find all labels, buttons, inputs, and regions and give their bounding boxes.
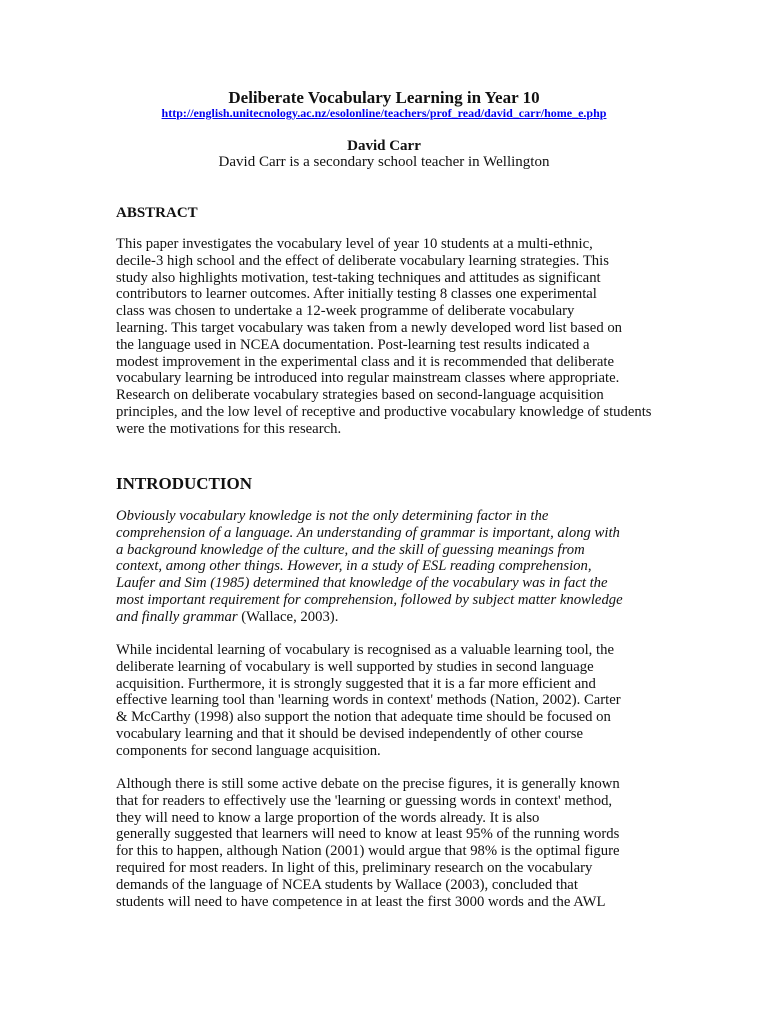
body-line: students will need to have competence in at least the first 3000 words and the AWL bbox=[116, 893, 606, 910]
quote-last-line bbox=[116, 609, 696, 626]
intro-paragraph-2 bbox=[116, 642, 696, 760]
paper-title: Deliberate Vocabulary Learning in Year 10 bbox=[228, 88, 540, 107]
abstract-line: vocabulary learning be introduced into regular mainstream classes where appropriate. bbox=[116, 370, 620, 387]
abstract-line: study also highlights motivation, test-taking techniques and attitudes as significant bbox=[116, 269, 601, 286]
quote-line: a background knowledge of the culture, and the skill of guessing meanings from bbox=[116, 541, 585, 558]
body-line: required for most readers. In light of this, preliminary research on the vocabulary bbox=[116, 859, 593, 876]
body-line: demands of the language of NCEA students by Wallace (2003), concluded that bbox=[116, 876, 578, 893]
body-line: Although there is still some active debate on the precise figures, it is generally known bbox=[116, 776, 620, 792]
body-line: components for second language acquisition. bbox=[116, 742, 381, 759]
author-name: David Carr bbox=[347, 138, 421, 154]
abstract-line: decile-3 high school and the effect of deliberate vocabulary learning strategies. This bbox=[116, 252, 609, 269]
body-line: generally suggested that learners will need to know at least 95% of the running words bbox=[116, 826, 620, 843]
abstract-line: learning. This target vocabulary was taken from a newly developed word list based on bbox=[116, 319, 623, 336]
body-line: While incidental learning of vocabulary is recognised as a valuable learning tool, the bbox=[116, 642, 614, 658]
quote-line: context, among other things. However, in a study of ESL reading comprehension, bbox=[116, 558, 592, 575]
abstract-line: modest improvement in the experimental class and it is recommended that deliberate bbox=[116, 353, 614, 370]
introduction-heading: INTRODUCTION bbox=[116, 474, 253, 493]
abstract-line: This paper investigates the vocabulary level of year 10 students at a multi-ethnic, bbox=[116, 236, 593, 252]
source-url-link[interactable]: http://english.unitecnology.ac.nz/esolonline/teachers/prof_read/david_carr/home_e.php bbox=[161, 106, 607, 120]
body-line: acquisition. Furthermore, it is strongly suggested that it is a far more efficient and bbox=[116, 675, 596, 692]
author-affiliation: David Carr is a secondary school teacher in Wellington bbox=[218, 154, 550, 170]
quote-line: Laufer and Sim (1985) determined that knowledge of the vocabulary was in fact the bbox=[116, 575, 608, 592]
body-line: deliberate learning of vocabulary is well supported by studies in second language bbox=[116, 658, 594, 675]
intro-paragraph-3 bbox=[116, 776, 696, 910]
body-line: that for readers to effectively use the 'learning or guessing words in context' method, bbox=[116, 792, 613, 809]
abstract-line: the language used in NCEA documentation. Post-learning test results indicated a bbox=[116, 336, 590, 353]
abstract-paragraph bbox=[116, 236, 696, 438]
body-line: they will need to know a large proportion of the words already. It is also bbox=[116, 809, 540, 826]
abstract-line: principles, and the low level of receptive and productive vocabulary knowledge of students bbox=[116, 403, 652, 420]
abstract-line: class was chosen to undertake a 12-week programme of deliberate vocabulary bbox=[116, 303, 575, 320]
body-line: for this to happen, although Nation (2001) would argue that 98% is the optimal figure bbox=[116, 843, 620, 860]
quote-line: most important requirement for comprehension, followed by subject matter knowledge bbox=[116, 591, 623, 608]
quote-line: Obviously vocabulary knowledge is not the only determining factor in the bbox=[116, 508, 549, 524]
intro-quote-paragraph bbox=[116, 508, 696, 626]
abstract-line: were the motivations for this research. bbox=[116, 420, 342, 437]
body-line: effective learning tool than 'learning words in context' methods (Nation, 2002). Carter bbox=[116, 692, 621, 709]
quote-line: comprehension of a language. An understanding of grammar is important, along with bbox=[116, 524, 620, 541]
body-line: & McCarthy (1998) also support the notion that adequate time should be focused on bbox=[116, 709, 611, 726]
abstract-line: Research on deliberate vocabulary strategies based on second-language acquisition bbox=[116, 387, 604, 404]
body-line: vocabulary learning and that it should be devised independently of other course bbox=[116, 725, 584, 742]
quote-last-italic: and finally grammar bbox=[116, 608, 238, 625]
abstract-heading: ABSTRACT bbox=[116, 205, 198, 221]
quote-citation: (Wallace, 2003). bbox=[237, 608, 339, 625]
abstract-line: contributors to learner outcomes. After initially testing 8 classes one experimental bbox=[116, 286, 597, 303]
